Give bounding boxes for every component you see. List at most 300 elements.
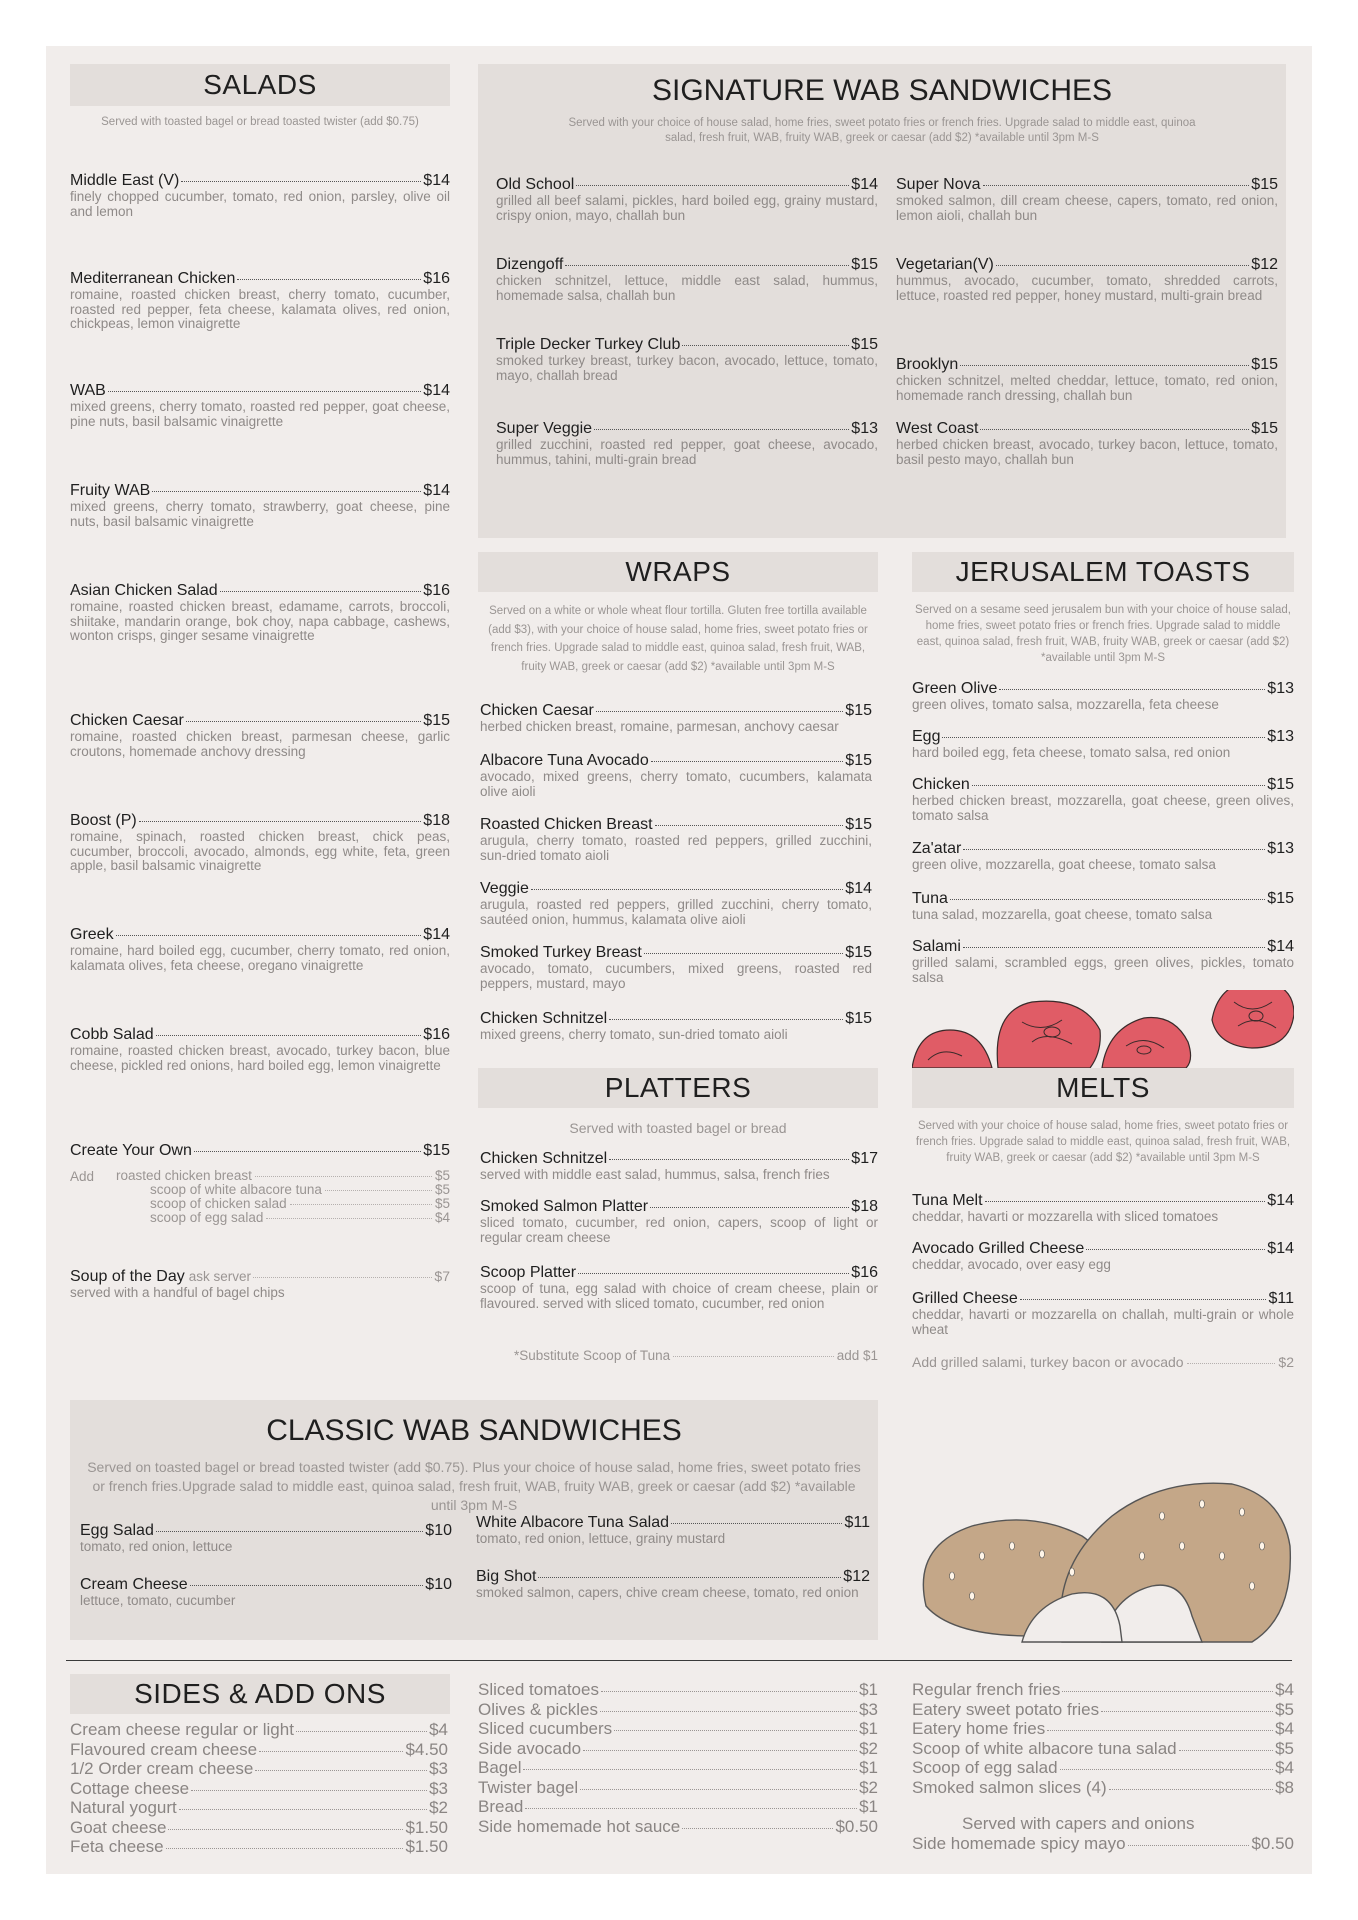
menu-item [70, 382, 450, 429]
side-name: Cream cheese regular or light [70, 1720, 294, 1739]
side-name: Scoop of egg salad [912, 1758, 1058, 1777]
salads-subtitle: Served with toasted bagel or bread toasted twister (add $0.75) [101, 116, 419, 128]
side-name: Regular french fries [912, 1680, 1061, 1699]
side-name: Sliced cucumbers [478, 1719, 613, 1738]
side-item [70, 1740, 448, 1760]
item-name: Chicken Schnitzel [480, 1010, 608, 1027]
menu-item [912, 728, 1294, 761]
item-price: $15 [1267, 890, 1294, 907]
dot-leader [963, 947, 1265, 948]
item-name: Super Nova [896, 176, 981, 193]
menu-item [496, 256, 878, 303]
side-item [70, 1798, 448, 1818]
item-description: lettuce, tomato, cucumber [80, 1593, 236, 1608]
menu-item [80, 1576, 452, 1609]
menu-item [476, 1514, 870, 1547]
item-description: hard boiled egg, feta cheese, tomato salsa, red onion [912, 745, 1231, 760]
dot-leader [237, 279, 421, 280]
item-description: romaine, roasted chicken breast, edamame, carrots, broccoli, shiitake, mandarin orange, bok choy, napa cabbage, cashews, wonton crisps, ginger sesame vinaigrette [70, 599, 450, 643]
side-price: $4.50 [405, 1739, 448, 1759]
menu-item [496, 336, 878, 383]
item-price: $14 [423, 382, 450, 399]
dot-leader [255, 1770, 427, 1771]
item-description: chicken schnitzel, melted cheddar, lettuce, tomato, red onion, homemade ranch dressing, challah bun [896, 373, 1278, 403]
item-description: romaine, roasted chicken breast, avocado, turkey bacon, blue cheese, pickled red onions, hard boiled egg, lemon vinaigrette [70, 1043, 450, 1073]
menu-item [896, 356, 1278, 403]
item-description: herbed chicken breast, mozzarella, goat cheese, green olives, tomato salsa [912, 793, 1294, 823]
item-description: arugula, roasted red peppers, grilled zucchini, cherry tomato, sautéed onion, hummus, kalamata olive aioli [480, 897, 872, 927]
melts-addon-name: Add grilled salami, turkey bacon or avocado [912, 1354, 1184, 1370]
item-description: arugula, cherry tomato, roasted red peppers, grilled zucchini, sun-dried tomato aioli [480, 833, 872, 863]
menu-item [70, 172, 450, 219]
item-name: Fruity WAB [70, 482, 151, 499]
item-price: $15 [845, 1010, 872, 1027]
soup-price: $7 [434, 1268, 450, 1284]
item-name: Chicken Schnitzel [480, 1150, 608, 1167]
side-price: $4 [429, 1720, 448, 1739]
item-price: $11 [1268, 1290, 1294, 1307]
add-label: Add [70, 1169, 95, 1184]
melts-title: MELTS [912, 1068, 1294, 1108]
side-price: $1 [859, 1719, 878, 1738]
tomato-slices-illustration [912, 990, 1294, 1068]
jerusalem-subtitle: Served on a sesame seed jerusalem bun with your choice of house salad, home fries, sweet potato fries or french fries. Upgrade salad to middle east, quinoa salad, fresh fruit, WAB, fruity WAB, greek or caesar (add $2) *available until 3pm M-S [915, 604, 1291, 664]
item-price: $14 [1267, 938, 1294, 955]
dot-leader [655, 825, 844, 826]
side-price: $3 [859, 1699, 878, 1719]
item-description: smoked turkey breast, turkey bacon, avocado, lettuce, tomato, mayo, challah bread [496, 353, 878, 383]
salad-addon-item [150, 1196, 450, 1211]
substitute-price: add $1 [836, 1348, 878, 1363]
addon-price: $4 [434, 1210, 450, 1225]
menu-item [80, 1522, 452, 1555]
side-item [478, 1680, 878, 1700]
side-price: $4 [1275, 1719, 1294, 1738]
menu-item [912, 1290, 1294, 1337]
side-price: $0.50 [835, 1816, 878, 1836]
item-name: Greek [70, 926, 114, 943]
dot-leader [1020, 1299, 1267, 1300]
dot-leader [259, 1751, 403, 1752]
dot-leader [296, 1731, 427, 1732]
side-item [478, 1758, 878, 1778]
dot-leader [682, 1828, 833, 1829]
menu-item [480, 944, 872, 991]
item-name: Middle East (V) [70, 172, 180, 189]
item-price: $12 [1251, 256, 1278, 273]
addon-price: $5 [434, 1182, 450, 1197]
soup-name: Soup of the Day [70, 1268, 185, 1285]
side-price: $2 [429, 1798, 448, 1817]
side-name: Feta cheese [70, 1837, 164, 1856]
dot-leader [983, 185, 1250, 186]
side-item [912, 1778, 1294, 1798]
side-name: Twister bagel [478, 1777, 579, 1797]
dot-leader [1101, 1711, 1273, 1712]
menu-item [912, 1192, 1294, 1225]
dot-leader [1060, 1769, 1274, 1770]
item-price: $15 [845, 816, 872, 833]
item-description: avocado, tomato, cucumbers, mixed greens, roasted red peppers, mustard, mayo [480, 961, 872, 991]
menu-item [480, 1010, 872, 1043]
dot-leader [139, 821, 422, 822]
item-name: Big Shot [476, 1568, 537, 1585]
classic-subtitle: Served on toasted bagel or bread toasted twister (add $0.75). Plus your choice of house salad, home fries, sweet potato fries or french fries.Upgrade salad to middle east, quinoa salad, fresh fruit, WAB, fruity WAB, greek or caesar (add $2) *available until 3pm M-S [87, 1459, 861, 1513]
menu-item [480, 1198, 878, 1245]
side-name: Bread [478, 1797, 524, 1816]
jerusalem-title: JERUSALEM TOASTS [912, 552, 1294, 592]
dot-leader [580, 1789, 857, 1790]
menu-item [896, 256, 1278, 303]
item-description: mixed greens, cherry tomato, strawberry, goat cheese, pine nuts, basil balsamic vinaigrette [70, 499, 450, 529]
item-price: $11 [844, 1514, 870, 1531]
addon-name: roasted chicken breast [116, 1168, 252, 1183]
item-price: $15 [1251, 420, 1278, 437]
item-price: $18 [851, 1198, 878, 1215]
sides-title: SIDES & ADD ONS [70, 1674, 450, 1714]
dot-leader [186, 721, 421, 722]
menu-item [480, 816, 872, 863]
side-name: Eatery home fries [912, 1719, 1046, 1738]
item-name: Asian Chicken Salad [70, 582, 218, 599]
dot-leader [999, 689, 1265, 690]
side-item [478, 1719, 878, 1739]
item-name: Smoked Turkey Breast [480, 944, 642, 961]
addon-name: scoop of egg salad [150, 1210, 264, 1225]
item-price: $15 [845, 702, 872, 719]
item-description: served with middle east salad, hummus, salsa, french fries [480, 1167, 830, 1182]
item-name: Egg Salad [80, 1522, 154, 1539]
item-price: $15 [851, 256, 878, 273]
dot-leader [523, 1769, 857, 1770]
item-price: $15 [1251, 356, 1278, 373]
dot-leader [614, 1730, 857, 1731]
item-description: smoked salmon, capers, chive cream cheese, tomato, red onion [476, 1585, 859, 1600]
dot-leader [651, 761, 844, 762]
side-item [912, 1834, 1294, 1854]
side-price: $5 [1275, 1699, 1294, 1719]
dot-leader [156, 1531, 423, 1532]
side-name: Olives & pickles [478, 1699, 598, 1719]
melts-addon [912, 1354, 1294, 1370]
side-name: Eatery sweet potato fries [912, 1699, 1100, 1719]
side-name: Smoked salmon slices (4) [912, 1777, 1107, 1797]
item-description: romaine, roasted chicken breast, parmesan cheese, garlic croutons, homemade anchovy dressing [70, 729, 450, 759]
dot-leader [1047, 1730, 1273, 1731]
platters-title: PLATTERS [478, 1068, 878, 1108]
menu-item [70, 270, 450, 332]
dot-leader [583, 1750, 857, 1751]
dot-leader [1109, 1789, 1273, 1790]
item-name: Mediterranean Chicken [70, 270, 236, 287]
item-description: grilled salami, scrambled eggs, green olives, pickles, tomato salsa [912, 955, 1294, 985]
dot-leader [190, 1585, 424, 1586]
side-item [70, 1837, 448, 1857]
side-price: $8 [1275, 1777, 1294, 1797]
dot-leader [942, 737, 1265, 738]
item-description: grilled zucchini, roasted red pepper, goat cheese, avocado, hummus, tahini, multi-grain bread [496, 437, 878, 467]
addon-name: scoop of chicken salad [150, 1196, 287, 1211]
menu-item [912, 840, 1294, 873]
item-price: $15 [423, 1142, 450, 1159]
item-name: Brooklyn [896, 356, 959, 373]
item-price: $16 [423, 582, 450, 599]
item-name: Chicken [912, 776, 970, 793]
menu-item [480, 702, 872, 735]
item-price: $17 [851, 1150, 878, 1167]
item-name: Avocado Grilled Cheese [912, 1240, 1085, 1257]
dot-leader [576, 185, 849, 186]
dot-leader [980, 429, 1249, 430]
dot-leader [531, 889, 843, 890]
menu-item [912, 776, 1294, 823]
item-description: avocado, mixed greens, cherry tomato, cucumbers, kalamata olive aioli [480, 769, 872, 799]
item-price: $10 [425, 1576, 452, 1593]
item-name: Dizengoff [496, 256, 564, 273]
classic-title: CLASSIC WAB SANDWICHES [266, 1414, 682, 1447]
item-description: romaine, spinach, roasted chicken breast, chick peas, cucumber, broccoli, avocado, almonds, egg white, feta, green apple, basil balsamic vinaigrette [70, 829, 450, 873]
item-name: Chicken Caesar [70, 712, 184, 729]
side-name: Side avocado [478, 1738, 582, 1758]
dot-leader [578, 1273, 849, 1274]
dot-leader [538, 1577, 841, 1578]
platters-subtitle: Served with toasted bagel or bread [569, 1120, 787, 1136]
addon-name: scoop of white albacore tuna [150, 1182, 322, 1197]
item-name: WAB [70, 382, 106, 399]
section-divider [66, 1660, 1292, 1661]
side-price: $1 [859, 1758, 878, 1777]
item-name: Za'atar [912, 840, 962, 857]
item-price: $13 [1267, 680, 1294, 697]
item-description: chicken schnitzel, lettuce, middle east salad, hummus, homemade salsa, challah bun [496, 273, 878, 303]
dot-leader [220, 591, 422, 592]
side-name: Goat cheese [70, 1817, 167, 1837]
side-item [478, 1797, 878, 1817]
item-description: green olives, tomato salsa, mozzarella, feta cheese [912, 697, 1219, 712]
menu-item [496, 420, 878, 467]
dot-leader [609, 1019, 843, 1020]
side-price: $5 [1275, 1738, 1294, 1758]
side-item [70, 1720, 448, 1740]
menu-item [70, 926, 450, 973]
dot-leader [671, 1523, 842, 1524]
dot-leader [985, 1201, 1266, 1202]
item-price: $14 [423, 172, 450, 189]
item-name: Chicken Caesar [480, 702, 594, 719]
side-name: Scoop of white albacore tuna salad [912, 1738, 1177, 1758]
item-name: Tuna Melt [912, 1192, 983, 1209]
item-name: Smoked Salmon Platter [480, 1198, 649, 1215]
item-name: Roasted Chicken Breast [480, 816, 653, 833]
item-name: Old School [496, 176, 575, 193]
dot-leader [1179, 1750, 1273, 1751]
side-price: $1 [859, 1680, 878, 1699]
item-description: scoop of tuna, egg salad with choice of cream cheese, plain or flavoured. served with sliced tomato, cucumber, red onion [480, 1281, 878, 1311]
menu-item [480, 1264, 878, 1311]
item-price: $12 [843, 1568, 870, 1585]
menu-item [912, 938, 1294, 985]
menu-item [480, 1150, 878, 1183]
item-price: $10 [425, 1522, 452, 1539]
addon-price: $5 [434, 1196, 450, 1211]
side-item [478, 1700, 878, 1720]
bagel-sandwich-illustration [912, 1476, 1294, 1646]
wraps-title: WRAPS [478, 552, 878, 592]
item-name: West Coast [896, 420, 979, 437]
dot-leader [116, 935, 422, 936]
side-name: Flavoured cream cheese [70, 1739, 258, 1759]
item-name: Triple Decker Turkey Club [496, 336, 681, 353]
item-price: $14 [423, 926, 450, 943]
soup-of-the-day [70, 1268, 450, 1301]
side-item [478, 1817, 878, 1837]
item-name: Egg [912, 728, 941, 745]
side-name: Side homemade spicy mayo [912, 1834, 1126, 1853]
menu-item [70, 712, 450, 759]
side-name: Side homemade hot sauce [478, 1816, 681, 1836]
item-description: romaine, roasted chicken breast, cherry tomato, cucumber, roasted red pepper, feta cheese, kalamata olives, red onion, chickpeas, lemon vinaigrette [70, 287, 450, 331]
side-price: $3 [429, 1759, 448, 1778]
side-item [912, 1680, 1294, 1700]
item-price: $15 [423, 712, 450, 729]
item-name: Vegetarian(V) [896, 256, 994, 273]
dot-leader [152, 491, 421, 492]
addon-price: $5 [434, 1168, 450, 1183]
item-name: Cobb Salad [70, 1026, 154, 1043]
salads-title: SALADS [70, 64, 450, 106]
dot-leader [996, 265, 1249, 266]
side-price: $2 [859, 1738, 878, 1758]
menu-page [46, 46, 1312, 1874]
dot-leader [972, 785, 1265, 786]
item-description: mixed greens, cherry tomato, sun-dried tomato aioli [480, 1027, 788, 1042]
side-name: Bagel [478, 1758, 522, 1777]
item-description: cheddar, havarti or mozzarella on challah, multi-grain or whole wheat [912, 1307, 1294, 1337]
dot-leader [166, 1848, 404, 1849]
item-price: $13 [851, 420, 878, 437]
side-name: Natural yogurt [70, 1798, 177, 1817]
melts-addon-price: $2 [1278, 1354, 1294, 1370]
item-price: $15 [851, 336, 878, 353]
dot-leader [525, 1808, 857, 1809]
item-price: $15 [845, 752, 872, 769]
menu-item [70, 482, 450, 529]
item-name: Scoop Platter [480, 1264, 577, 1281]
platters-substitute [514, 1348, 878, 1363]
item-name: Veggie [480, 880, 529, 897]
substitute-name: *Substitute Scoop of Tuna [514, 1348, 671, 1363]
item-price: $13 [1267, 840, 1294, 857]
dot-leader [601, 1691, 857, 1692]
salad-addon-item [150, 1182, 450, 1197]
menu-item [70, 812, 450, 874]
item-price: $15 [1251, 176, 1278, 193]
item-price: $14 [423, 482, 450, 499]
item-price: $14 [845, 880, 872, 897]
item-price: $14 [1267, 1240, 1294, 1257]
menu-item [496, 176, 878, 223]
side-name: Sliced tomatoes [478, 1680, 599, 1699]
dot-leader [565, 265, 849, 266]
item-description: romaine, hard boiled egg, cucumber, cherry tomato, red onion, kalamata olives, feta cheese, oregano vinaigrette [70, 943, 450, 973]
item-price: $16 [851, 1264, 878, 1281]
dot-leader [644, 953, 843, 954]
item-price: $14 [851, 176, 878, 193]
menu-item [480, 880, 872, 927]
item-description: herbed chicken breast, avocado, turkey bacon, lettuce, tomato, basil pesto mayo, challah bun [896, 437, 1278, 467]
salmon-note: Served with capers and onions [962, 1814, 1195, 1833]
item-price: $13 [1267, 728, 1294, 745]
salad-addon-item [116, 1168, 450, 1183]
salad-addon-item [150, 1210, 450, 1225]
menu-item [896, 176, 1278, 223]
item-description: green olive, mozzarella, goat cheese, tomato salsa [912, 857, 1216, 872]
dot-leader [650, 1207, 849, 1208]
item-name: Super Veggie [496, 420, 593, 437]
item-price: $16 [423, 1026, 450, 1043]
signature-title: SIGNATURE WAB SANDWICHES [651, 74, 1113, 107]
dot-leader [594, 429, 849, 430]
item-description: mixed greens, cherry tomato, roasted red pepper, goat cheese, pine nuts, basil balsamic vinaigrette [70, 399, 450, 429]
side-item [478, 1739, 878, 1759]
item-description: cheddar, havarti or mozzarella with sliced tomatoes [912, 1209, 1219, 1224]
side-item [478, 1778, 878, 1798]
dot-leader [191, 1790, 427, 1791]
menu-item [912, 680, 1294, 713]
item-price: $14 [1267, 1192, 1294, 1209]
dot-leader [168, 1829, 403, 1830]
dot-leader [1062, 1691, 1273, 1692]
soup-note: ask server [188, 1269, 252, 1284]
item-name: Cream Cheese [80, 1576, 188, 1593]
item-description: herbed chicken breast, romaine, parmesan, anchovy caesar [480, 719, 839, 734]
item-name: Create Your Own [70, 1142, 192, 1159]
melts-subtitle: Served with your choice of house salad, home fries, sweet potato fries or french fries. Upgrade salad to middle east, quinoa salad, fresh fruit, WAB, fruity WAB, greek or caesar (add $2) *available until 3pm M-S [915, 1120, 1291, 1164]
dot-leader [325, 1190, 432, 1191]
dot-leader [255, 1176, 432, 1177]
item-name: Salami [912, 938, 961, 955]
side-name: 1/2 Order cream cheese [70, 1759, 254, 1778]
menu-item [912, 890, 1294, 923]
item-price: $15 [845, 944, 872, 961]
item-price: $16 [423, 270, 450, 287]
menu-item [912, 1240, 1294, 1273]
item-description: finely chopped cucumber, tomato, red onion, parsley, olive oil and lemon [70, 189, 450, 219]
side-price: $1.50 [405, 1837, 448, 1856]
item-description: cheddar, avocado, over easy egg [912, 1257, 1111, 1272]
wraps-subtitle: Served on a white or whole wheat flour tortilla. Gluten free tortilla available (add $3), with your choice of house salad, home fries, sweet potato fries or french fries. Upgrade salad to middle east, quinoa salad, fresh fruit, WAB, fruity WAB, greek or caesar (add $2) *available until 3pm M-S [488, 605, 868, 673]
item-name: Albacore Tuna Avocado [480, 752, 649, 769]
side-item [912, 1739, 1294, 1759]
item-description: grilled all beef salami, pickles, hard boiled egg, grainy mustard, crispy onion, mayo, challah bun [496, 193, 878, 223]
dot-leader [963, 849, 1265, 850]
dot-leader [609, 1159, 849, 1160]
signature-subtitle: Served with your choice of house salad, home fries, sweet potato fries or french fries. Upgrade salad to middle east, quinoa salad, fresh fruit, WAB, fruity WAB, greek or caesar (add $2) *available until 3pm M-S [568, 117, 1196, 144]
menu-item [70, 1142, 450, 1160]
dot-leader [290, 1204, 432, 1205]
item-price: $18 [423, 812, 450, 829]
item-description: tomato, red onion, lettuce, grainy mustard [476, 1531, 726, 1546]
item-name: Green Olive [912, 680, 998, 697]
item-name: Tuna [912, 890, 948, 907]
dot-leader [266, 1218, 432, 1219]
menu-item [70, 582, 450, 644]
dot-leader [950, 899, 1265, 900]
side-item [912, 1758, 1294, 1778]
side-price: $0.50 [1251, 1834, 1294, 1853]
dot-leader [156, 1035, 422, 1036]
side-price: $3 [429, 1778, 448, 1798]
